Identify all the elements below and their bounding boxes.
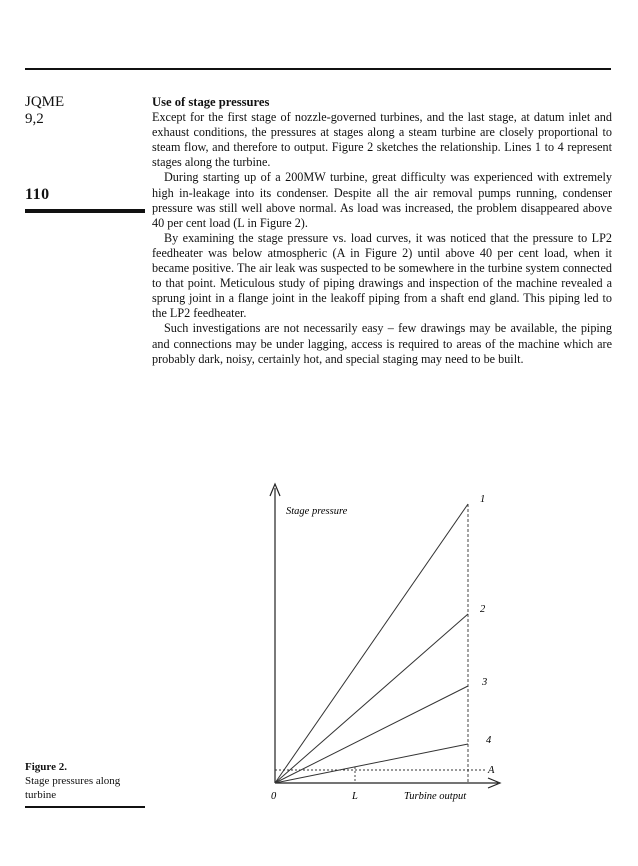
- line-label-3: 3: [482, 677, 488, 688]
- section-heading: Use of stage pressures: [152, 95, 270, 109]
- line-label-4: 4: [486, 735, 492, 746]
- figure-caption-label: Figure 2.: [25, 761, 67, 773]
- load-label: L: [352, 791, 358, 802]
- page-number-rule: [25, 209, 145, 213]
- y-axis-label: Stage pressure: [286, 506, 348, 517]
- figure-caption-text: Stage pressures along turbine: [25, 775, 121, 801]
- paragraph-3: By examining the stage pressure vs. load curves, it was noticed that the pressure to LP2 feedheater was below atmospheric (A in Figure 2) until above 40 per cent load, when it became positive. The air leak was suspected to be somewhere in the turbine system connected to that point. Meticulous study of piping drawings and inspection of the machine revealed a sprung joint in a flange joint in the leakoff piping from a shaft end gland. This piping led to the LP2 feedheater.: [152, 230, 612, 321]
- paragraph-4: Such investigations are not necessarily easy – few drawings may be available, the piping and connections may be under lagging, access is required to areas of the machine which are probably dark, noisy, certainly hot, and special staging may need to be built.: [152, 321, 612, 366]
- journal-info: [25, 94, 64, 128]
- origin-label: 0: [271, 791, 277, 802]
- article-section: [152, 95, 612, 367]
- stage-pressure-figure: [250, 478, 510, 808]
- journal-name: JQME: [25, 94, 65, 110]
- x-axis-label: Turbine output: [404, 791, 467, 802]
- stage-line-3: [275, 686, 468, 783]
- paragraph-2: During starting up of a 200MW turbine, great difficulty was experienced with extremely high in-leakage into its condenser. Despite all the air removal pumps running, condenser pressure was still well above normal. As load was increased, the problem disappeared above 40 per cent load (L in Figure 2).: [152, 170, 612, 230]
- stage-line-1: [275, 504, 468, 783]
- stage-line-2: [275, 614, 468, 783]
- line-label-1: 1: [480, 494, 486, 505]
- top-rule: [25, 68, 611, 70]
- paragraph-1: Except for the first stage of nozzle-governed turbines, and the last stage, at datum inlet and exhaust conditions, the pressures at stages along a steam turbine are closely proportional to steam flow, and therefore to output. Figure 2 sketches the relationship. Lines 1 to 4 represent stages along the turbine.: [152, 110, 612, 170]
- stage-line-4: [275, 744, 468, 783]
- atmospheric-label: A: [488, 765, 495, 776]
- figure-caption: [25, 760, 150, 802]
- volume-issue: 9,2: [25, 111, 44, 127]
- caption-rule: [25, 806, 145, 808]
- line-label-2: 2: [480, 604, 486, 615]
- page-number: 110: [25, 186, 50, 203]
